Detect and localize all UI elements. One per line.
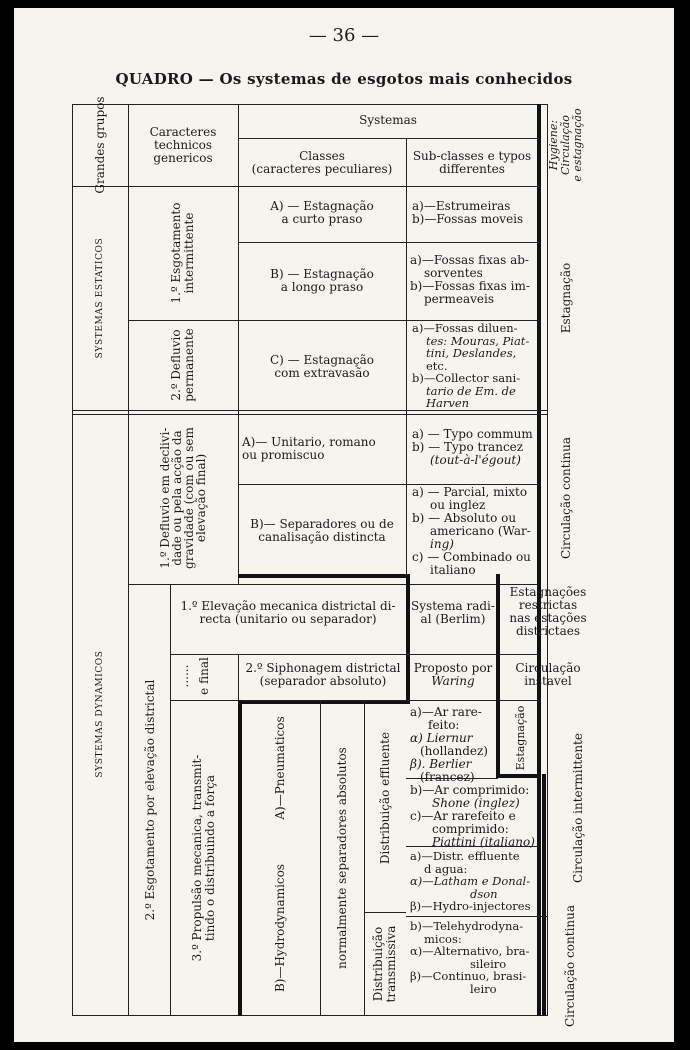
siphonagem: 2.º Siphonagem districtal (separador absoluto) — [245, 661, 401, 688]
dynamicos-char1: 1.º Defluvio em declivi- dade ou pela acção da gravidade (com ou sem elevação final) — [158, 427, 208, 569]
proposto-waring: Proposto por Waring — [413, 661, 493, 688]
dots-left: ...... — [176, 664, 191, 688]
sub-pneumaticos-1: a)—Ar rare- feito: α) Liernur (hollandez) β). Berlier (francez) — [410, 705, 488, 784]
normalmente-separadores: normalmente separadores absolutos — [334, 747, 349, 969]
header-caracteres: Caracteres technicos genericos — [149, 125, 217, 165]
estaticos-sub-c: a)—Fossas diluen- tes: Mouras, Piat- tini, Deslandes, etc. b)—Collector sani- tario de Em. de Harven — [412, 321, 530, 410]
header-hygiene: Hygiene: Circulação e estagnação — [547, 108, 584, 182]
circulacao-continua-2: Circulação continua — [562, 904, 577, 1028]
circulacao-intermittente: Circulação intermittente — [570, 733, 585, 883]
header-classes: Classes (caracteres peculiares) — [251, 149, 393, 176]
distribuicao-transmissiva: Distribuição transmissiva — [371, 925, 398, 1003]
header-systemas: Systemas — [359, 113, 417, 127]
page-number: — 36 — — [308, 25, 380, 46]
estagnacao-small: Estagnação — [513, 705, 527, 771]
document-page — [14, 8, 674, 1042]
dynamicos-sub-a: a) — Typo commum b) — Typo trancez (tout-à-l'égout) — [412, 427, 533, 467]
elevacao-mecanica: 1.º Elevação mecanica districtal di- recta (unitario ou separador) — [180, 599, 396, 626]
systema-radial: Systema radi- al (Berlim) — [411, 599, 495, 626]
estaticos-hygiene: Estagnação — [558, 262, 573, 334]
estaticos-sub-b: a)—Fossas fixas ab- sorventes b)—Fossas fixas im- permeaveis — [410, 253, 530, 306]
sub-pneumaticos-2: b)—Ar comprimido: Shone (inglez) c)—Ar rarefeito e comprimido: Piattini (italiano) — [410, 783, 535, 849]
estaticos-class-a: A) — Estagnação a curto praso — [270, 199, 374, 226]
estagnacoes-restrictas-text: Estagnações restrictas nas estações districtaes — [509, 585, 587, 638]
group-estaticos: SYSTEMAS ESTATICOS — [94, 237, 105, 359]
group-dynamicos: SYSTEMAS DYNAMICOS — [94, 650, 105, 778]
estaticos-class-b: B) — Estagnação a longo praso — [270, 267, 374, 294]
distribuicao-effluente: Distribuição effluente — [377, 731, 392, 865]
circulacao-instavel-text: Circulação instavel — [515, 661, 581, 688]
dynamicos-class-a: A)— Unitario, romano ou promiscuo — [242, 435, 376, 462]
dynamicos-hygiene-1: Circulação continua — [558, 436, 573, 560]
estaticos-char1: 1.º Esgotamento intermittente — [169, 202, 196, 304]
table-title: QUADRO — Os systemas de esgotos mais conhecidos — [115, 70, 573, 88]
estaticos-class-c: C) — Estagnação com extravasão — [269, 353, 375, 380]
estaticos-char2: 2.º Defluvio permanente — [169, 328, 196, 402]
sub-hydro-2: b)—Telehydrodyna- micos: α)—Alternativo, bra- sileiro β)—Continuo, brasi- leiro — [410, 919, 530, 996]
dynamicos-sub-b: a) — Parcial, mixto ou inglez b) — Absoluto ou americano (War- ing) c) — Combinado ou italiano — [412, 485, 531, 577]
propulsao-mecanica: 3.º Propulsão mecanica, transmit- tindo o distribuindo a força — [190, 754, 217, 962]
hydrodynamicos: B)—Hydrodynamicos — [272, 863, 287, 993]
dynamicos-class-b: B)— Separadores ou de canalisação distincta — [250, 517, 394, 544]
header-grandes-grupos: Grandes grupos — [92, 96, 107, 194]
pneumaticos: A)—Pneumaticos — [272, 716, 287, 820]
sub-hydro-1: a)—Distr. effluente d agua: α)—Latham e Donal- dson β)—Hydro-injectores — [410, 849, 531, 913]
header-subclasses: Sub-classes e typos differentes — [412, 149, 532, 176]
dynamicos-char2: 2.º Esgotamento por elevação districtal — [142, 679, 157, 921]
estaticos-sub-a: a)—Estrumeiras b)—Fossas moveis — [412, 199, 524, 226]
e-final: e final — [196, 657, 211, 695]
